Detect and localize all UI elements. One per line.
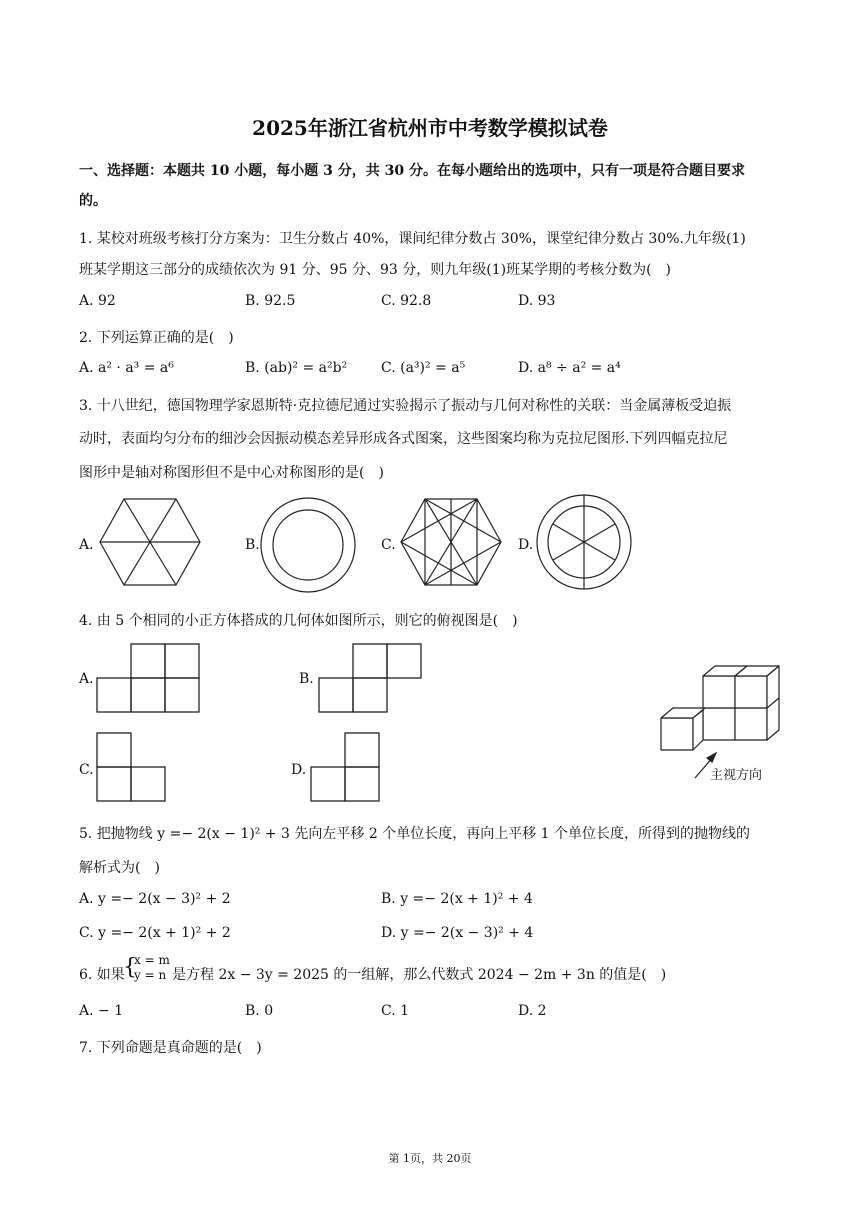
chladni-figure-c bbox=[396, 495, 506, 590]
top-view-option-a bbox=[96, 643, 202, 713]
q5-line1: 5. 把抛物线 y =− 2(x − 1)² + 3 先向左平移 2 个单位长度，再向上平移 1 个单位长度，所得到的抛物线的 bbox=[79, 826, 751, 842]
q1-option-c: C. 92.8 bbox=[381, 293, 432, 309]
q6-option-c: C. 1 bbox=[381, 1003, 410, 1019]
q3-line1: 3. 十八世纪，德国物理学家恩斯特·克拉德尼通过实验揭示了振动与几何对称性的关联：当金属薄板受迫振 bbox=[79, 398, 732, 414]
q4-stem: 4. 由 5 个相同的小正方体搭成的几何体如图所示，则它的俯视图是( ) bbox=[79, 613, 518, 629]
q6-suffix: 是方程 2x − 3y = 2025 的一组解，那么代数式 2024 − 2m + 3n 的值是( ) bbox=[172, 967, 667, 983]
q5-option-d: D. y =− 2(x − 3)² + 4 bbox=[381, 925, 534, 941]
section-heading-line2: 的。 bbox=[79, 193, 107, 209]
q4-label-c: C. bbox=[79, 762, 94, 778]
q6-option-a: A. − 1 bbox=[79, 1003, 124, 1019]
q3-label-d: D. bbox=[518, 537, 534, 553]
q4-label-b: B. bbox=[299, 671, 314, 687]
q4-label-d: D. bbox=[291, 762, 307, 778]
q2-option-a: A. a² · a³ = a⁶ bbox=[79, 360, 174, 376]
q2-option-c: C. (a³)² = a⁵ bbox=[381, 360, 466, 376]
q5-option-b: B. y =− 2(x + 1)² + 4 bbox=[381, 891, 533, 907]
section-heading-line1: 一、选择题：本题共 10 小题，每小题 3 分，共 30 分。在每小题给出的选项中，只有一项是符合题目要求 bbox=[79, 163, 745, 179]
q1-line2: 班某学期这三部分的成绩依次为 91 分、95 分、93 分，则九年级(1)班某学期的考核分数为( ) bbox=[79, 262, 671, 278]
view-direction-label: 主视方向 bbox=[710, 768, 763, 783]
q6-system-eq1: x = m bbox=[134, 953, 170, 967]
q2-option-d: D. a⁸ ÷ a² = a⁴ bbox=[518, 360, 621, 376]
q5-line2: 解析式为( ) bbox=[79, 860, 160, 876]
q3-label-c: C. bbox=[381, 537, 396, 553]
q1-line1: 1. 某校对班级考核打分方案为：卫生分数占 40%，课间纪律分数占 30%，课堂纪律分数占 30%.九年级(1) bbox=[79, 231, 746, 247]
top-view-option-d bbox=[310, 732, 382, 802]
q6-option-b: B. 0 bbox=[245, 1003, 274, 1019]
q5-option-a: A. y =− 2(x − 3)² + 2 bbox=[79, 891, 231, 907]
q6-option-d: D. 2 bbox=[518, 1003, 547, 1019]
q1-option-b: B. 92.5 bbox=[245, 293, 296, 309]
top-view-option-b bbox=[318, 643, 424, 713]
q6-brace: { bbox=[123, 955, 137, 980]
top-view-option-c bbox=[96, 732, 168, 802]
q7-stem: 7. 下列命题是真命题的是( ) bbox=[79, 1040, 262, 1056]
q3-line2: 动时，表面均匀分布的细沙会因振动模态差异形成各式图案，这些图案均称为克拉尼图形.下列四幅克拉尼 bbox=[79, 431, 728, 447]
page-footer: 第 1页，共 20页 bbox=[388, 1152, 472, 1165]
page-title: 2025年浙江省杭州市中考数学模拟试卷 bbox=[252, 116, 608, 140]
q1-option-d: D. 93 bbox=[518, 293, 556, 309]
chladni-figure-a bbox=[95, 495, 205, 590]
q1-option-a: A. 92 bbox=[79, 293, 116, 309]
chladni-figure-b bbox=[258, 495, 358, 595]
chladni-figure-d bbox=[534, 492, 634, 592]
q6-prefix: 6. 如果 bbox=[79, 967, 125, 983]
q4-label-a: A. bbox=[79, 671, 94, 687]
q3-label-b: B. bbox=[245, 537, 260, 553]
q3-line3: 图形中是轴对称图形但不是中心对称图形的是( ) bbox=[79, 465, 384, 481]
q6-system-eq2: y = n bbox=[134, 968, 167, 982]
q2-option-b: B. (ab)² = a²b² bbox=[245, 360, 348, 376]
q5-option-c: C. y =− 2(x + 1)² + 2 bbox=[79, 925, 231, 941]
q3-label-a: A. bbox=[79, 537, 94, 553]
q2-stem: 2. 下列运算正确的是( ) bbox=[79, 330, 234, 346]
